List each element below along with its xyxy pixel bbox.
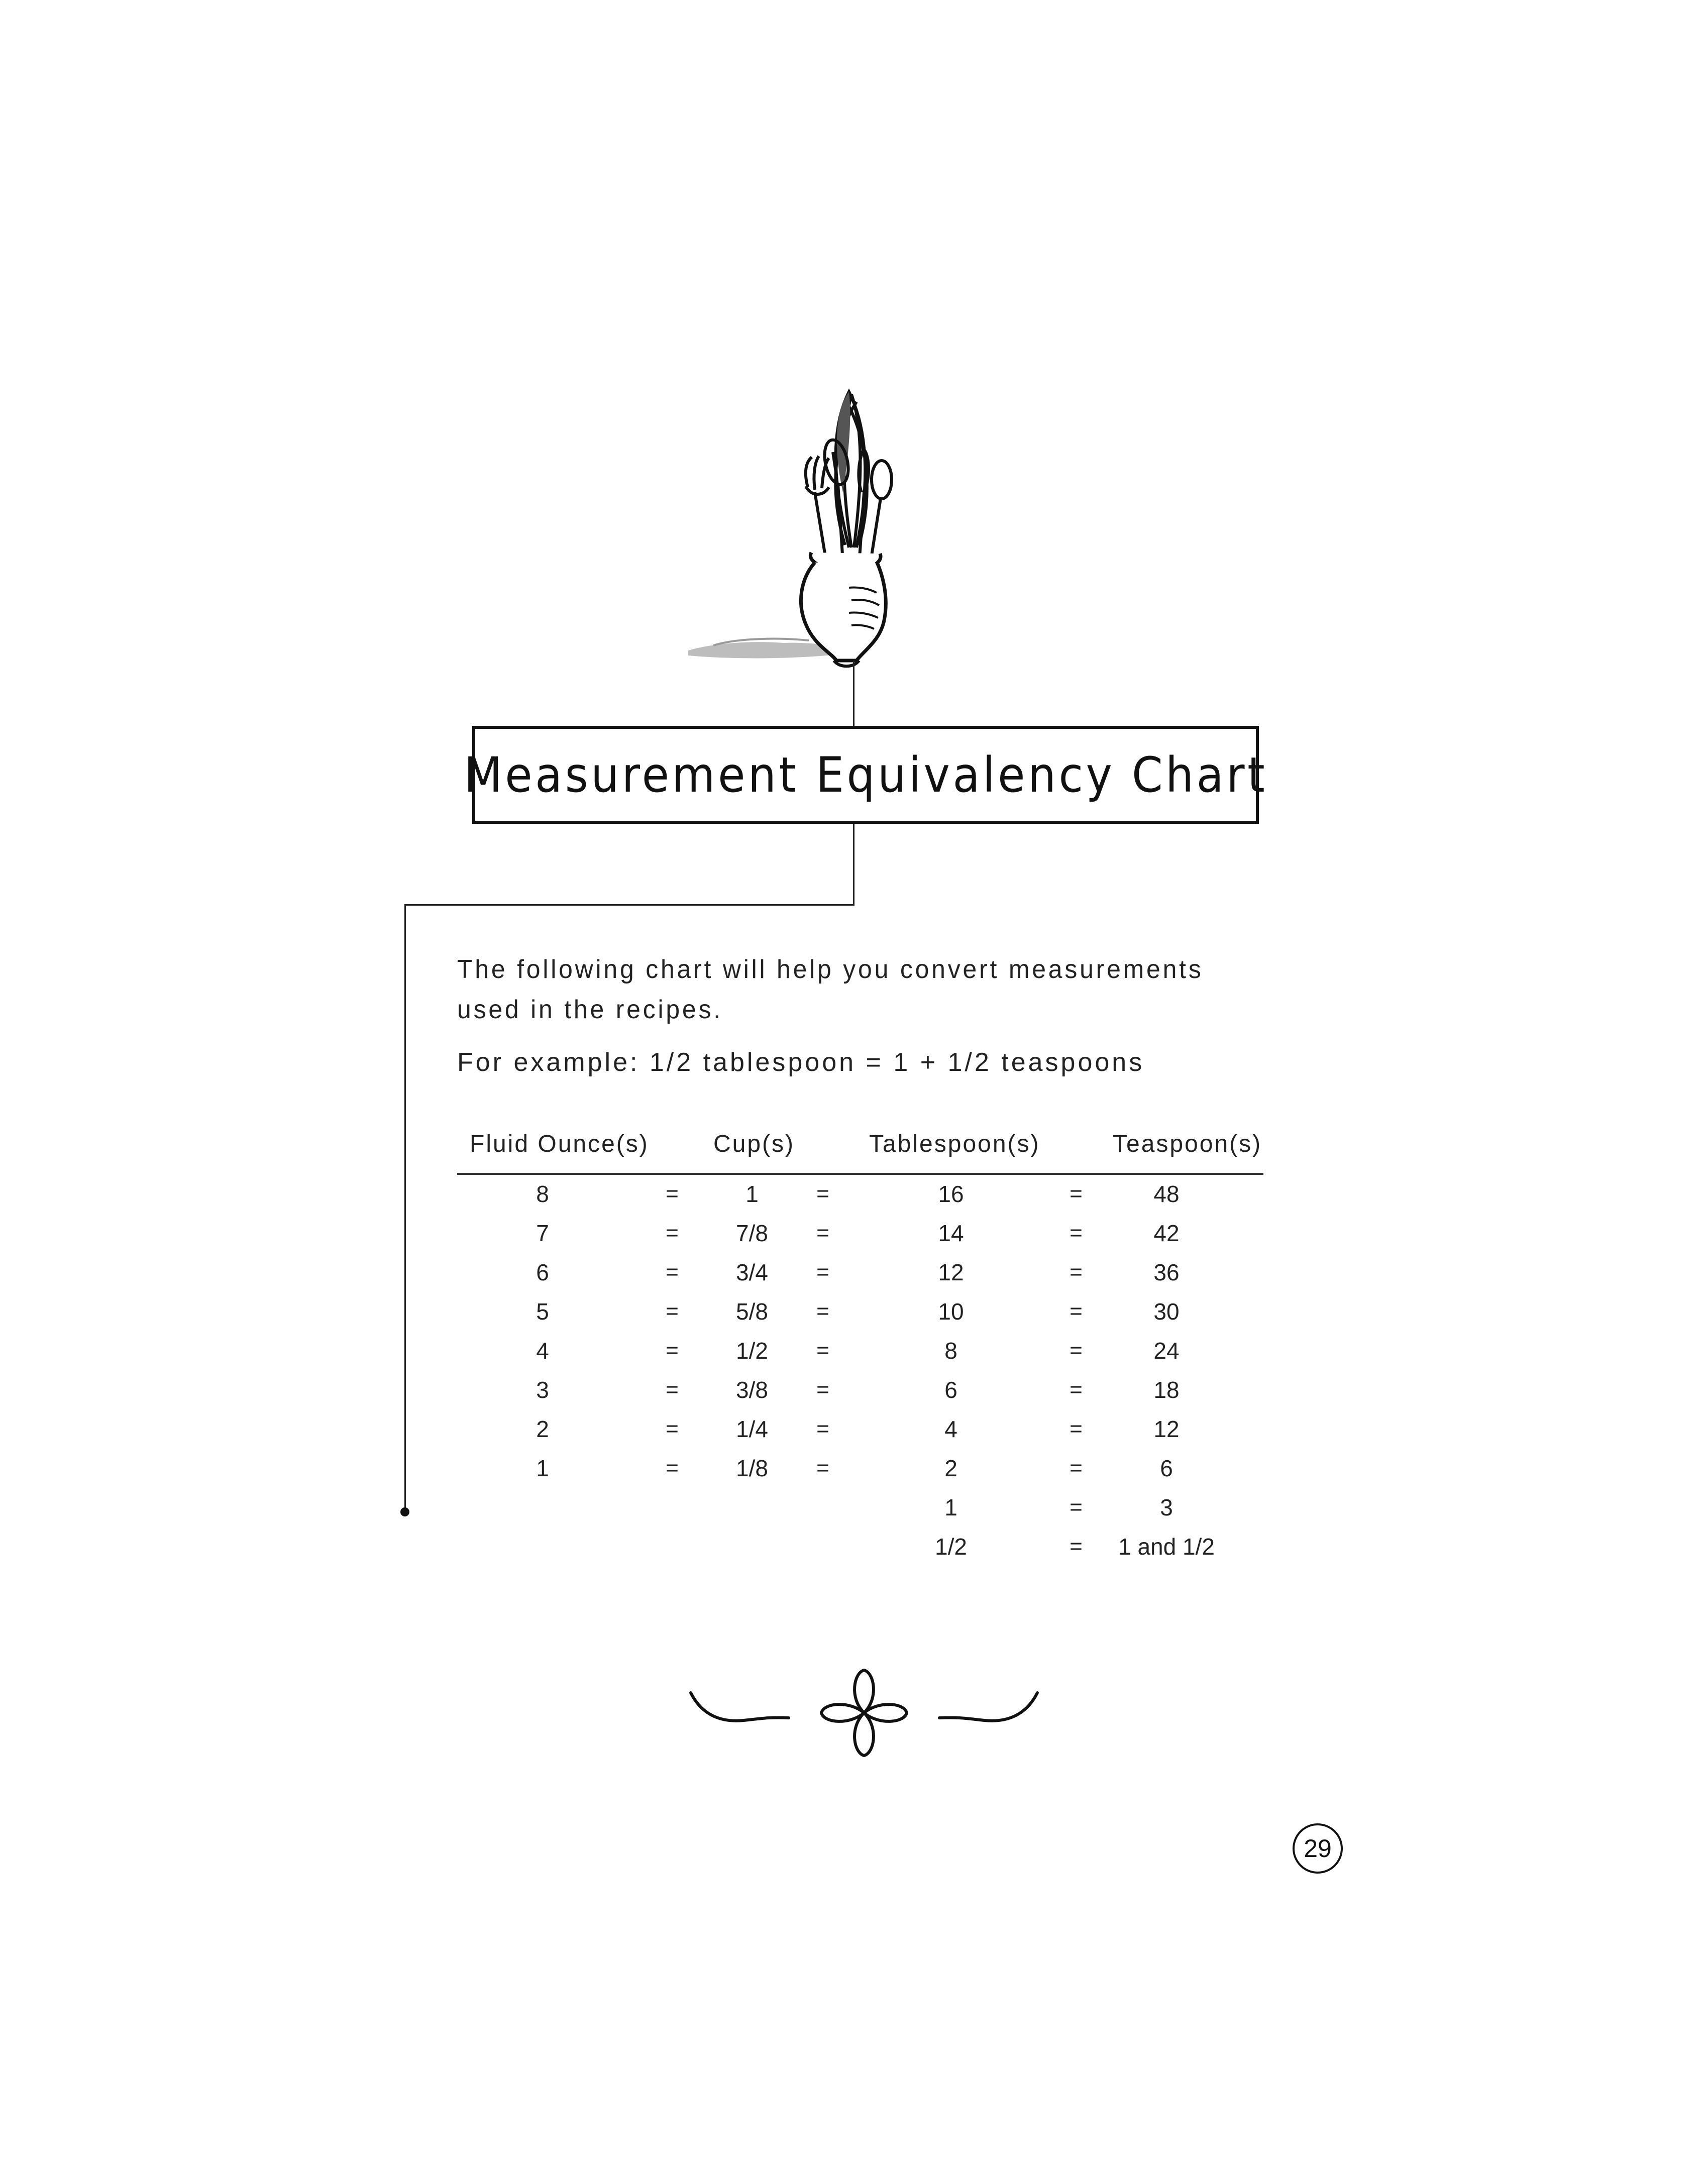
connector-line-horizontal bbox=[404, 904, 855, 906]
floral-ornament-icon bbox=[688, 1658, 1040, 1758]
equals-sign: = bbox=[816, 1260, 829, 1284]
equals-sign: = bbox=[1070, 1377, 1083, 1402]
equals-sign: = bbox=[666, 1260, 679, 1284]
equals-sign: = bbox=[816, 1221, 829, 1245]
cell-tablespoons: 10 bbox=[938, 1298, 964, 1325]
cell-tablespoons: 14 bbox=[938, 1220, 964, 1246]
connector-line-vertical bbox=[404, 904, 406, 1509]
equals-sign: = bbox=[666, 1377, 679, 1402]
cell-teaspoons: 42 bbox=[1153, 1220, 1180, 1246]
title-box bbox=[464, 726, 1267, 824]
connector-line-top bbox=[853, 661, 855, 726]
example-text: For example: 1/2 tablespoon = 1 + 1/2 teaspoons bbox=[457, 1048, 1145, 1077]
cell-fluid-ounces: 8 bbox=[536, 1181, 549, 1207]
header-teaspoons: Teaspoon(s) bbox=[1113, 1131, 1262, 1157]
cell-fluid-ounces: 3 bbox=[536, 1377, 549, 1403]
cell-tablespoons: 12 bbox=[938, 1259, 964, 1285]
cell-fluid-ounces: 2 bbox=[536, 1416, 549, 1442]
equals-sign: = bbox=[1070, 1260, 1083, 1284]
cell-fluid-ounces: 6 bbox=[536, 1259, 549, 1285]
equals-sign: = bbox=[816, 1338, 829, 1363]
cell-cups: 3/8 bbox=[736, 1377, 768, 1403]
equals-sign: = bbox=[666, 1338, 679, 1363]
page-title: Measurement Equivalency Chart bbox=[464, 746, 1267, 803]
equals-sign: = bbox=[666, 1221, 679, 1245]
cell-cups: 1 bbox=[745, 1181, 759, 1207]
equals-sign: = bbox=[1070, 1299, 1083, 1324]
header-tablespoons: Tablespoon(s) bbox=[869, 1131, 1040, 1157]
cell-fluid-ounces: 1 bbox=[536, 1455, 549, 1481]
equals-sign: = bbox=[816, 1416, 829, 1441]
bullet-dot bbox=[400, 1507, 409, 1516]
connector-line-mid bbox=[853, 824, 855, 906]
cell-tablespoons: 4 bbox=[944, 1416, 957, 1442]
cell-teaspoons: 18 bbox=[1153, 1377, 1180, 1403]
cell-teaspoons: 6 bbox=[1160, 1455, 1173, 1481]
cell-cups: 5/8 bbox=[736, 1298, 768, 1325]
equals-sign: = bbox=[1070, 1456, 1083, 1480]
utensil-vase-icon bbox=[683, 372, 934, 673]
page-number bbox=[1293, 1823, 1343, 1874]
equals-sign: = bbox=[816, 1377, 829, 1402]
equals-sign: = bbox=[1070, 1221, 1083, 1245]
equals-sign: = bbox=[666, 1456, 679, 1480]
equals-sign: = bbox=[666, 1299, 679, 1324]
equals-sign: = bbox=[1070, 1534, 1083, 1559]
cell-teaspoons: 48 bbox=[1153, 1181, 1180, 1207]
cell-cups: 1/2 bbox=[736, 1338, 768, 1364]
cell-teaspoons: 3 bbox=[1160, 1494, 1173, 1520]
cell-tablespoons: 8 bbox=[944, 1338, 957, 1364]
equals-sign: = bbox=[816, 1456, 829, 1480]
cell-tablespoons: 6 bbox=[944, 1377, 957, 1403]
equals-sign: = bbox=[1070, 1338, 1083, 1363]
cell-teaspoons: 1 and 1/2 bbox=[1118, 1534, 1215, 1560]
cell-cups: 7/8 bbox=[736, 1220, 768, 1246]
page-number-text: 29 bbox=[1304, 1834, 1332, 1863]
header-divider bbox=[457, 1173, 1263, 1175]
cell-cups: 3/4 bbox=[736, 1259, 768, 1285]
header-fluid-ounces: Fluid Ounce(s) bbox=[470, 1131, 649, 1157]
equals-sign: = bbox=[1070, 1416, 1083, 1441]
cell-tablespoons: 2 bbox=[944, 1455, 957, 1481]
cell-tablespoons: 16 bbox=[938, 1181, 964, 1207]
equals-sign: = bbox=[666, 1416, 679, 1441]
header-cups: Cup(s) bbox=[713, 1131, 795, 1157]
cell-tablespoons: 1 bbox=[944, 1494, 957, 1520]
cell-fluid-ounces: 7 bbox=[536, 1220, 549, 1246]
cell-teaspoons: 30 bbox=[1153, 1298, 1180, 1325]
intro-text: The following chart will help you convert measurements used in the recipes. bbox=[457, 955, 1204, 1024]
equals-sign: = bbox=[816, 1299, 829, 1324]
cell-fluid-ounces: 5 bbox=[536, 1298, 549, 1325]
equals-sign: = bbox=[666, 1181, 679, 1206]
equals-sign: = bbox=[816, 1181, 829, 1206]
cell-tablespoons: 1/2 bbox=[935, 1534, 967, 1560]
cell-cups: 1/4 bbox=[736, 1416, 768, 1442]
cell-teaspoons: 24 bbox=[1153, 1338, 1180, 1364]
cell-teaspoons: 12 bbox=[1153, 1416, 1180, 1442]
cell-teaspoons: 36 bbox=[1153, 1259, 1180, 1285]
cell-cups: 1/8 bbox=[736, 1455, 768, 1481]
equals-sign: = bbox=[1070, 1495, 1083, 1519]
equals-sign: = bbox=[1070, 1181, 1083, 1206]
cell-fluid-ounces: 4 bbox=[536, 1338, 549, 1364]
